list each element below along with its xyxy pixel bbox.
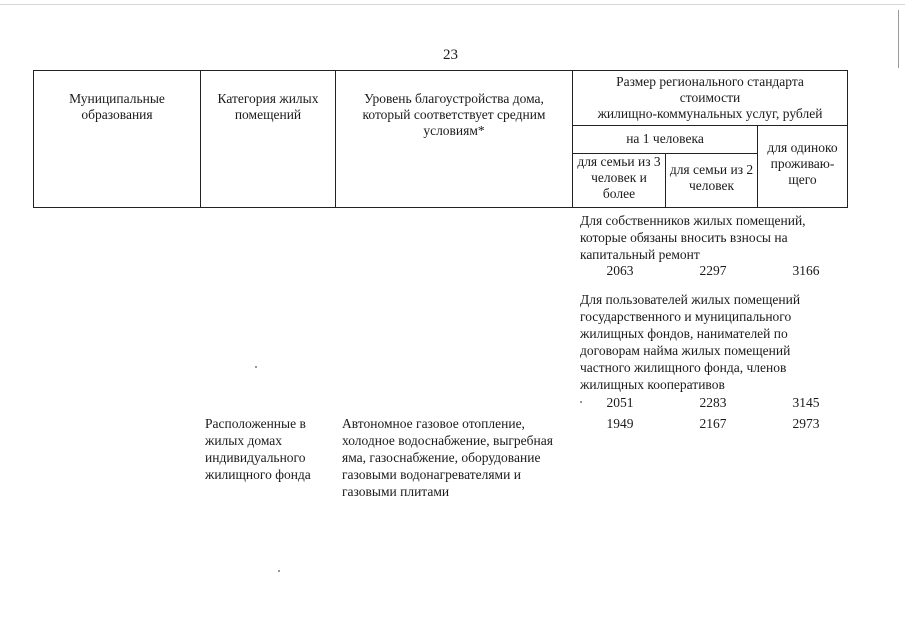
value-row-single: 2973 [792, 416, 820, 431]
value-users-family3: 2051 [606, 395, 634, 410]
header-comfort: Уровень благоустройства дома, который соответствует средним условиям* [336, 71, 573, 208]
value-owners-family2: 2297 [699, 263, 727, 278]
row-comfort: Автономное газовое отопление, холодное водоснабжение, выгребная яма, газоснабжение, оборудование газовыми водонагревателями и газовыми плитами [342, 416, 553, 499]
header-family2: для семьи из 2 человек [666, 154, 758, 208]
value-users-single: 3145 [792, 395, 820, 410]
value-owners-family3: 2063 [606, 263, 634, 278]
header-table [33, 70, 848, 208]
header-category: Категория жилых помещений [201, 71, 336, 208]
value-users-family2: 2283 [699, 395, 727, 410]
scan-speck [278, 570, 280, 572]
scan-speck [255, 366, 257, 368]
scan-right-edge [898, 10, 899, 68]
header-per-person: на 1 человека [573, 126, 758, 154]
value-row-family2: 2167 [699, 416, 727, 431]
header-standard: Размер регионального стандарта стоимости жилищно-коммунальных услуг, рублей [573, 71, 848, 126]
row-category: Расположенные в жилых домах индивидуального жилищного фонда [205, 416, 311, 482]
header-single: для одиноко проживаю-щего [758, 126, 848, 208]
scan-top-edge [0, 4, 905, 5]
header-municipal: Муниципальные образования [34, 71, 201, 208]
value-row-family3: 1949 [606, 416, 634, 431]
page-number: 23 [443, 47, 458, 63]
header-family3: для семьи из 3 человек и более [573, 154, 666, 208]
value-owners-single: 3166 [792, 263, 820, 278]
section-owners-title: Для собственников жилых помещений, которые обязаны вносить взносы на капитальный ремонт [580, 213, 806, 262]
scan-speck [580, 401, 582, 403]
section-users-title: Для пользователей жилых помещений государственного и муниципального жилищных фондов, нанимателей по договорам найма жилых помещений частного жилищного фонда, членов жилищных кооперативов [580, 292, 801, 392]
